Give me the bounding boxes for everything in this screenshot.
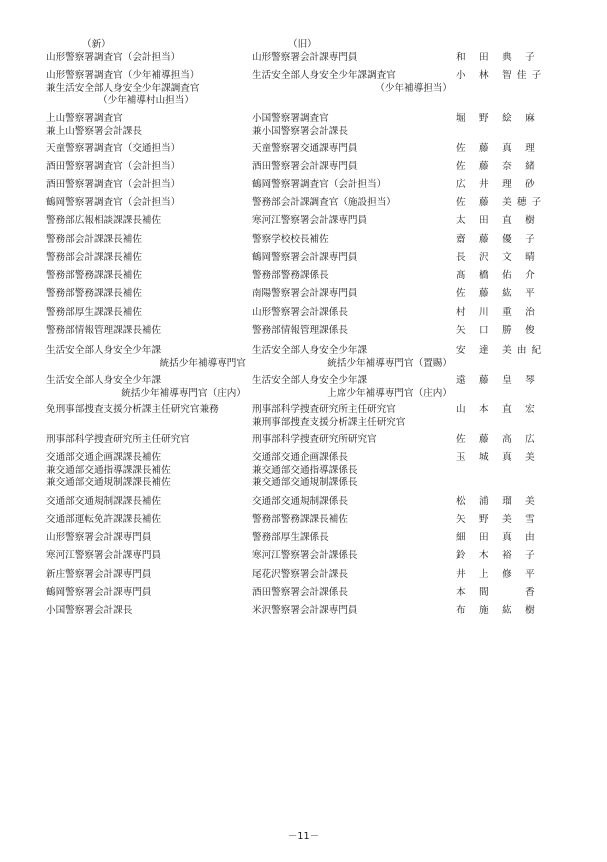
new-position-line: 兼交通部交通規制課課長補佐 (46, 477, 171, 488)
old-position-line: 刑事部科学捜査研究所主任研究官 (252, 404, 396, 415)
old-position-line: （少年補導担当） (375, 82, 452, 94)
new-position-line: 酒田警察署調査官（会計担当） (46, 161, 181, 172)
old-position-line: 寒河江警察署会計課係長 (252, 550, 358, 561)
old-position (252, 404, 452, 429)
new-position-line: 交通部交通企画課課長補佐 (46, 452, 162, 463)
new-position-line: 免刑事部捜査支援分析課主任研究官兼務 (46, 404, 219, 415)
person-name: 和 田 典 子 (456, 52, 540, 63)
old-position (252, 270, 452, 283)
old-position-line: 米沢警察署会計課専門員 (252, 605, 358, 616)
new-position (46, 550, 246, 563)
new-position (46, 143, 246, 156)
new-position (46, 569, 246, 582)
old-position-line: 兼交通部交通規制課係長 (252, 477, 358, 488)
new-position-line: 統括少年補導専門官（庄内） (121, 387, 246, 399)
old-position-line: 統括少年補導専門官（置賜） (327, 357, 452, 369)
old-position (252, 434, 452, 447)
new-position-line: 新庄警察署会計課専門員 (46, 569, 152, 580)
person-name: 布 施 紘 樹 (456, 605, 540, 616)
old-position (252, 70, 452, 95)
old-position (252, 496, 452, 509)
old-position (252, 375, 452, 400)
person-name: 本 間 香 (456, 587, 540, 598)
old-position (252, 143, 452, 156)
old-position-line: 兼刑事部捜査支援分析課主任研究官 (252, 416, 406, 428)
new-position (46, 605, 246, 618)
new-position-line: 上山警察署調査官 (46, 113, 123, 124)
new-position (46, 345, 246, 370)
old-position-line: 警務部警務課係長 (252, 270, 329, 281)
old-position-line: 警務部情報管理課係長 (252, 325, 348, 336)
old-position-line: 警務部警務課課長補佐 (252, 514, 348, 525)
person-name: 松 浦 瑠 美 (456, 496, 540, 507)
new-position (46, 452, 246, 490)
new-position-line: 統括少年補導専門官 (159, 357, 246, 369)
new-position (46, 288, 246, 301)
new-position-line: 山形警察署会計課専門員 (46, 532, 152, 543)
person-name: 堀 野 絵 麻 (456, 113, 540, 124)
old-position-line: 生活安全部人身安全少年課 (252, 375, 368, 386)
new-position (46, 532, 246, 545)
old-position (252, 161, 452, 174)
column-header-new: （新） (82, 39, 111, 50)
new-position (46, 197, 246, 210)
new-position-line: 交通部運転免許課課長補佐 (46, 514, 162, 525)
old-position (252, 587, 452, 600)
new-position (46, 52, 246, 65)
old-position (252, 252, 452, 265)
old-position-line: 生活安全部人身安全少年課 (252, 345, 368, 356)
new-position-line: 天童警察署調査官（交通担当） (46, 143, 181, 154)
old-position-line: 上席少年補導専門官（庄内） (327, 387, 452, 399)
old-position (252, 215, 452, 228)
new-position (46, 161, 246, 174)
new-position-line: 酒田警察署調査官（会計担当） (46, 179, 181, 190)
old-position (252, 345, 452, 370)
new-position (46, 307, 246, 320)
new-position-line: 警務部広報相談課課長補佐 (46, 215, 162, 226)
old-position-line: 警務部厚生課係長 (252, 532, 329, 543)
person-name: 佐 藤 奈 緒 (456, 161, 540, 172)
person-name: 細 田 真 由 (456, 532, 540, 543)
new-position (46, 404, 246, 417)
new-position-line: （少年補導村山担当） (98, 95, 194, 106)
column-header-old: （旧） (288, 39, 317, 50)
new-position-line: 警務部会計課課長補佐 (46, 234, 142, 245)
old-position (252, 197, 452, 210)
old-position (252, 532, 452, 545)
new-position-line: 兼生活安全部人身安全少年課調査官 (46, 82, 200, 94)
new-position-line: 警務部厚生課課長補佐 (46, 307, 142, 318)
person-name: 髙 橋 佑 介 (456, 270, 540, 281)
person-name: 矢 口 勝 俊 (456, 325, 540, 336)
person-name: 安 達 美由紀 (456, 345, 547, 356)
old-position-line: 鶴岡警察署調査官（会計担当） (252, 179, 387, 190)
old-position-line: 南陽警察署会計課専門員 (252, 288, 358, 299)
old-position-line: 天童警察署交通課専門員 (252, 143, 358, 154)
new-position-line: 警務部情報管理課課長補佐 (46, 325, 162, 336)
old-position-line: 刑事部科学捜査研究所研究官 (252, 434, 377, 445)
old-position (252, 514, 452, 527)
new-position (46, 434, 246, 447)
old-position-line: 兼小国警察署会計課長 (252, 125, 348, 137)
new-position-line: 生活安全部人身安全少年課 (46, 345, 162, 356)
old-position-line: 交通部交通企画課係長 (252, 452, 348, 463)
new-position (46, 375, 246, 400)
new-position (46, 234, 246, 247)
new-position-line: 小国警察署会計課長 (46, 605, 133, 616)
page-number: －11－ (287, 831, 320, 842)
new-position (46, 325, 246, 338)
new-position (46, 587, 246, 600)
person-name: 佐 藤 真 理 (456, 143, 540, 154)
old-position (252, 288, 452, 301)
new-position (46, 252, 246, 265)
person-name: 太 田 直 樹 (456, 215, 540, 226)
new-position (46, 113, 246, 138)
old-position-line: 寒河江警察署会計課専門員 (252, 215, 368, 226)
old-position (252, 113, 452, 138)
new-position-line: 生活安全部人身安全少年課 (46, 375, 162, 386)
old-position-line: 山形警察署会計課係長 (252, 307, 348, 318)
person-name: 佐 藤 紘 平 (456, 288, 540, 299)
new-position (46, 179, 246, 192)
new-position-line: 刑事部科学捜査研究所主任研究官 (46, 434, 190, 445)
old-position (252, 52, 452, 65)
old-position (252, 452, 452, 490)
new-position-line: 警務部会計課課長補佐 (46, 252, 142, 263)
new-position-line: 山形警察署調査官（少年補導担当） (46, 70, 200, 81)
new-position-line: 鶴岡警察署調査官（会計担当） (46, 197, 181, 208)
old-position-line: 山形警察署会計課専門員 (252, 52, 358, 63)
new-position-line: 兼上山警察署会計課長 (46, 125, 142, 137)
new-position-line: 警務部警務課課長補佐 (46, 270, 142, 281)
old-position (252, 234, 452, 247)
new-position (46, 514, 246, 527)
old-position-line: 兼交通部交通指導課係長 (252, 464, 358, 476)
new-position-line: 兼交通部交通指導課課長補佐 (46, 464, 171, 476)
person-name: 村 川 重 治 (456, 307, 540, 318)
old-position-line: 小国警察署調査官 (252, 113, 329, 124)
old-position-line: 生活安全部人身安全少年課調査官 (252, 70, 396, 81)
old-position-line: 交通部交通規制課係長 (252, 496, 348, 507)
old-position (252, 325, 452, 338)
person-name: 長 沢 文 晴 (456, 252, 540, 263)
new-position-line: 寒河江警察署会計課専門員 (46, 550, 162, 561)
old-position (252, 569, 452, 582)
person-name: 小 林 智佳子 (456, 70, 547, 81)
old-position (252, 179, 452, 192)
new-position-line: 鶴岡警察署会計課専門員 (46, 587, 152, 598)
person-name: 山 本 直 宏 (456, 404, 540, 415)
new-position (46, 215, 246, 228)
person-name: 矢 野 美 雪 (456, 514, 540, 525)
person-name: 鈴 木 裕 子 (456, 550, 540, 561)
new-position-line: 警務部警務課課長補佐 (46, 288, 142, 299)
new-position (46, 70, 246, 108)
person-name: 遠 藤 皇 琴 (456, 375, 540, 386)
new-position (46, 496, 246, 509)
new-position (46, 270, 246, 283)
old-position (252, 550, 452, 563)
person-name: 齋 藤 優 子 (456, 234, 540, 245)
new-position-line: 交通部交通規制課課長補佐 (46, 496, 162, 507)
person-name: 佐 藤 美穂子 (456, 197, 547, 208)
person-name: 佐 藤 高 広 (456, 434, 540, 445)
old-position-line: 鶴岡警察署会計課専門員 (252, 252, 358, 263)
person-name: 広 井 理 砂 (456, 179, 540, 190)
old-position-line: 警察学校校長補佐 (252, 234, 329, 245)
old-position-line: 警務部会計課調査官（施設担当） (252, 197, 396, 208)
old-position-line: 酒田警察署会計課係長 (252, 587, 348, 598)
old-position (252, 605, 452, 618)
new-position-line: 山形警察署調査官（会計担当） (46, 52, 181, 63)
old-position-line: 酒田警察署会計課専門員 (252, 161, 358, 172)
person-name: 井 上 修 平 (456, 569, 540, 580)
old-position-line: 尾花沢警察署会計課長 (252, 569, 348, 580)
old-position (252, 307, 452, 320)
person-name: 玉 城 真 美 (456, 452, 540, 463)
